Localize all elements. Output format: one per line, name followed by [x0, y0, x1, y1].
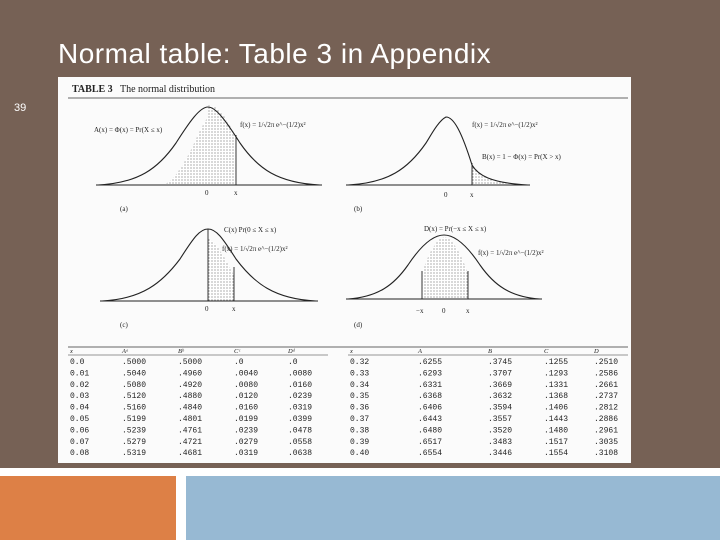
- table-left-cell: .0319: [234, 449, 259, 459]
- axis-label-a-0: 0: [205, 189, 209, 197]
- table-right-cell: .3035: [594, 437, 619, 447]
- table-right-cell: .1331: [544, 380, 569, 390]
- table-left-cell: .0: [288, 358, 298, 367]
- label-d-top: D(x) = Pr(−x ≤ X ≤ x): [424, 225, 487, 233]
- table-right-cell: 0.37: [350, 415, 370, 424]
- table-right-header-2: B: [488, 348, 492, 355]
- table-left-cell: .4801: [178, 415, 203, 424]
- axis-label-d-0: 0: [442, 307, 446, 315]
- table-right-header-0: x: [350, 348, 353, 355]
- table-subtitle: The normal distribution: [120, 84, 215, 95]
- formula-c: f(x) = 1/√2π e^−(1/2)x²: [222, 245, 288, 253]
- table-right-cell: .2510: [594, 358, 619, 367]
- table-left-cell: .0080: [288, 369, 313, 379]
- table-right-cell: .6368: [418, 392, 443, 402]
- formula-b: f(x) = 1/√2π e^−(1/2)x²: [472, 121, 538, 129]
- table-right-cell: .6255: [418, 358, 443, 367]
- footer-blue-bar: [186, 476, 720, 540]
- table-left-cell: 0.04: [70, 403, 90, 413]
- table-right-cell: 0.38: [350, 426, 370, 436]
- table-right-cell: .1554: [544, 449, 569, 459]
- label-c-top: C(x) Pr(0 ≤ X ≤ x): [224, 226, 277, 234]
- table-left-cell: .0239: [288, 392, 313, 402]
- slide-title: Normal table: Table 3 in Appendix: [58, 38, 492, 69]
- table-left-cell: .0160: [288, 380, 313, 390]
- table-left-cell: .5000: [122, 358, 147, 367]
- table-left-header-4: Dᵈ: [288, 348, 295, 355]
- table-left-cell: .4920: [178, 380, 203, 390]
- table-right-cell: .6331: [418, 380, 443, 390]
- table-right-cell: .3557: [488, 415, 513, 424]
- table-left-cell: 0.08: [70, 449, 90, 459]
- table-right-cell: .2737: [594, 392, 619, 402]
- panel-b: [346, 117, 562, 213]
- table-left-cell: .4721: [178, 437, 203, 447]
- table-left-cell: .0160: [234, 403, 259, 413]
- table-left-cell: .5000: [178, 358, 203, 367]
- table-right-cell: .2586: [594, 369, 619, 379]
- table-left-cell: 0.02: [70, 380, 90, 390]
- label-a-left: A(x) = Φ(x) = Pr(X ≤ x): [94, 126, 163, 134]
- table-left-cell: .0478: [288, 426, 313, 436]
- formula-d: f(x) = 1/√2π e^−(1/2)x²: [478, 249, 544, 257]
- panel-a: [94, 105, 322, 213]
- table-left-cell: 0.03: [70, 392, 90, 402]
- table-right-cell: 0.33: [350, 369, 370, 379]
- table-right-cell: 0.39: [350, 437, 370, 447]
- table-left-cell: .5199: [122, 415, 147, 424]
- table-right-cell: .1293: [544, 369, 569, 379]
- table-right-cell: 0.35: [350, 392, 370, 402]
- scanned-page: [58, 77, 631, 463]
- table-right-cell: .3669: [488, 380, 513, 390]
- table-left-cell: .4960: [178, 369, 203, 379]
- table-left-cell: .0040: [234, 369, 259, 379]
- table-left-cell: .0319: [288, 403, 313, 413]
- table-left-cell: .0638: [288, 449, 313, 459]
- table-right-cell: 0.32: [350, 358, 370, 367]
- table-right-cell: .1480: [544, 426, 569, 436]
- table-right-cell: .1443: [544, 415, 569, 424]
- table-right-cell: .3632: [488, 392, 513, 402]
- table-left-cell: .4681: [178, 449, 203, 459]
- table-right-header-3: C: [544, 348, 549, 355]
- table-right-cell: .2661: [594, 380, 619, 390]
- table-left-cell: .0558: [288, 437, 313, 447]
- table-right-cell: .2812: [594, 403, 619, 413]
- table-right-cell: 0.34: [350, 380, 370, 390]
- table-right-cell: .6554: [418, 449, 443, 459]
- table-left-cell: 0.01: [70, 369, 90, 379]
- table-right-cell: .6293: [418, 369, 443, 379]
- table-right-cell: .3108: [594, 449, 619, 459]
- caption-b: (b): [354, 205, 363, 213]
- footer-orange-bar: [0, 476, 176, 540]
- caption-c: (c): [120, 321, 128, 329]
- table-right-cell: .3446: [488, 449, 513, 459]
- table-right-header-1: A: [418, 348, 422, 355]
- table-right-cell: .6517: [418, 437, 443, 447]
- table-right-cell: .2886: [594, 415, 619, 424]
- table-left-cell: 0.07: [70, 437, 90, 447]
- table-left-cell: .5080: [122, 380, 147, 390]
- axis-label-c-x: x: [232, 305, 236, 313]
- table-left-cell: .5319: [122, 449, 147, 459]
- table-left-cell: .0120: [234, 392, 259, 402]
- table-left-cell: .5160: [122, 403, 147, 413]
- table-left-cell: 0.05: [70, 415, 90, 424]
- axis-label-d-x: x: [466, 307, 470, 315]
- caption-d: (d): [354, 321, 363, 329]
- axis-label-b-x: x: [470, 191, 474, 199]
- table-right-cell: .3483: [488, 437, 513, 447]
- table-left-cell: 0.06: [70, 426, 90, 436]
- table-left-cell: .0: [234, 358, 244, 367]
- table-right-cell: .3745: [488, 358, 513, 367]
- table-left-cell: 0.0: [70, 358, 85, 367]
- table-left-cell: .0399: [288, 415, 313, 424]
- table-right-cell: .6443: [418, 415, 443, 424]
- table-left-cell: .0239: [234, 426, 259, 436]
- table-left-cell: .5040: [122, 369, 147, 379]
- table-left-cell: .4761: [178, 426, 203, 436]
- caption-a: (a): [120, 205, 128, 213]
- axis-label-a-x: x: [234, 189, 238, 197]
- table-right-cell: .3594: [488, 403, 513, 413]
- slide-number: 39: [14, 102, 27, 114]
- table-right-cell: 0.40: [350, 449, 370, 459]
- label-b-right: B(x) = 1 − Φ(x) = Pr(X > x): [482, 153, 561, 161]
- table-left-header-0: x: [70, 348, 73, 355]
- table-title: TABLE 3: [72, 84, 113, 95]
- shaded-area-d: [422, 237, 468, 299]
- table-right-cell: .6480: [418, 426, 443, 436]
- table-left-header-2: Bᵇ: [178, 348, 184, 355]
- table-left-cell: .0199: [234, 415, 259, 424]
- table-left-header-3: Cᶜ: [234, 348, 241, 355]
- panel-d: [346, 225, 544, 329]
- table-right-header-4: D: [594, 348, 599, 355]
- axis-label-c-0: 0: [205, 305, 209, 313]
- table-left-cell: .4840: [178, 403, 203, 413]
- table-right-cell: 0.36: [350, 403, 370, 413]
- panel-c: [100, 226, 318, 329]
- table-right-cell: .3707: [488, 369, 513, 379]
- scanned-table-image: [58, 77, 631, 463]
- table-left-cell: .4880: [178, 392, 203, 402]
- normal-tables: [69, 348, 618, 458]
- axis-label-d-negx: −x: [416, 307, 424, 315]
- table-right-cell: .1368: [544, 392, 569, 402]
- table-left-cell: .5239: [122, 426, 147, 436]
- table-left-cell: .5120: [122, 392, 147, 402]
- table-left-cell: .0080: [234, 380, 259, 390]
- table-right-cell: .3520: [488, 426, 513, 436]
- table-left-cell: .5279: [122, 437, 147, 447]
- table-right-cell: .1255: [544, 358, 569, 367]
- table-left-header-1: Aᵃ: [122, 348, 129, 355]
- table-right-cell: .2961: [594, 426, 619, 436]
- table-right-cell: .6406: [418, 403, 443, 413]
- axis-label-b-0: 0: [444, 191, 448, 199]
- formula-a: f(x) = 1/√2π e^−(1/2)x²: [240, 121, 306, 129]
- table-right-cell: .1406: [544, 403, 569, 413]
- table-right-cell: .1517: [544, 437, 569, 447]
- table-left-cell: .0279: [234, 437, 259, 447]
